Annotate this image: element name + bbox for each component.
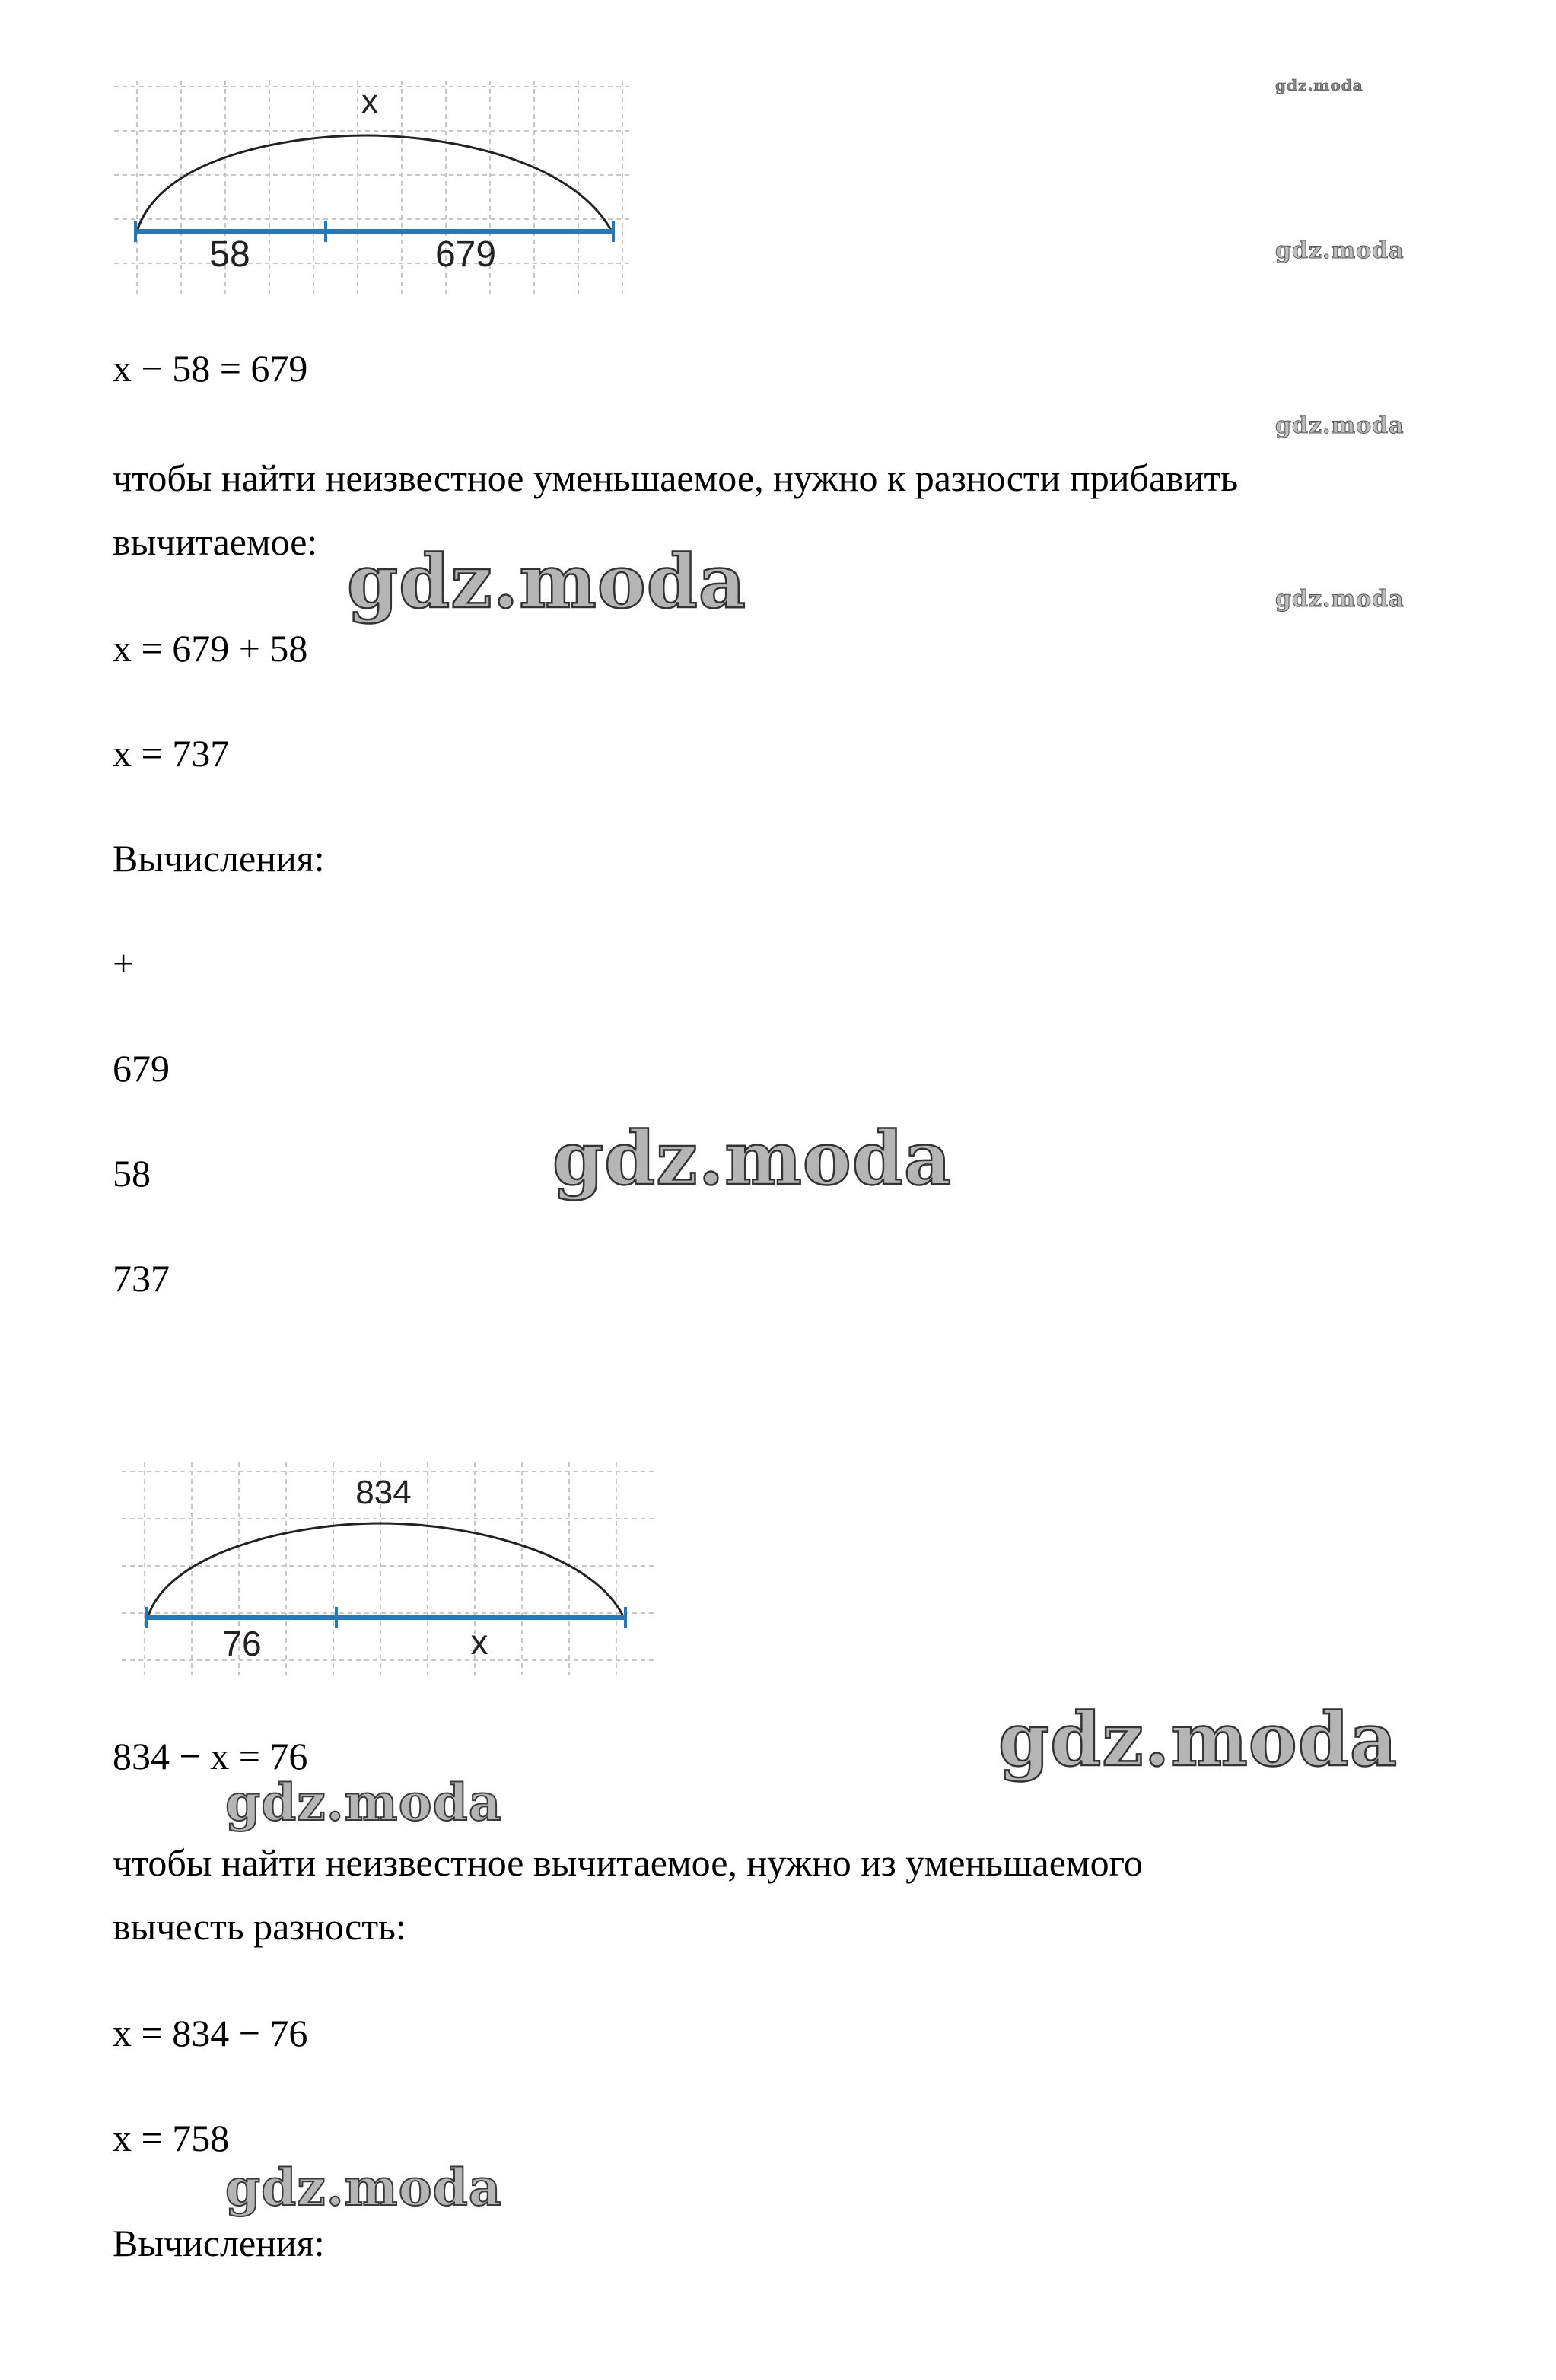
left-label: 58	[209, 234, 250, 275]
top-label: x	[361, 83, 378, 120]
watermark: gdz.moda	[347, 539, 747, 625]
watermark: gdz.moda	[1275, 412, 1405, 439]
calc-result: 737	[113, 1257, 170, 1300]
watermark: gdz.moda	[225, 2158, 502, 2217]
watermark: gdz.moda	[998, 1697, 1398, 1783]
right-label: 679	[434, 234, 497, 275]
segment-diagram-1	[114, 73, 632, 301]
segment-diagram-2	[122, 1455, 654, 1683]
calc-title-2: Вычисления:	[113, 2222, 325, 2264]
rule-2-line-1: чтобы найти неизвестное вычитаемое, нужно из уменьшаемого	[113, 1841, 1143, 1884]
watermark: gdz.moda	[1275, 586, 1405, 612]
step-2-1: x = 834 − 76	[113, 2012, 308, 2054]
calc-title-1: Вычисления:	[113, 837, 325, 880]
rule-2-line-2: вычесть разность:	[113, 1905, 406, 1948]
brace-arc	[137, 135, 612, 231]
equation-2: 834 − x = 76	[113, 1735, 308, 1777]
top-label: 834	[355, 1474, 412, 1511]
rule-1-line-1: чтобы найти неизвестное уменьшаемое, нужно к разности прибавить	[113, 457, 1239, 499]
calc-operand-a: 679	[113, 1047, 170, 1090]
left-label: 76	[222, 1624, 262, 1663]
calc-sign: +	[113, 942, 135, 985]
step-2-2: x = 758	[113, 2117, 230, 2159]
calc-operand-b: 58	[113, 1152, 151, 1195]
step-1-2: x = 737	[113, 732, 230, 775]
watermark: gdz.moda	[1275, 76, 1363, 94]
brace-arc	[148, 1523, 624, 1618]
watermark: gdz.moda	[225, 1773, 502, 1832]
equation-1: x − 58 = 679	[113, 347, 308, 390]
rule-1-line-2: вычитаемое:	[113, 520, 318, 563]
step-1-1: x = 679 + 58	[113, 627, 308, 670]
right-label: x	[470, 1622, 488, 1662]
watermark: gdz.moda	[552, 1115, 953, 1201]
watermark: gdz.moda	[1275, 237, 1405, 264]
